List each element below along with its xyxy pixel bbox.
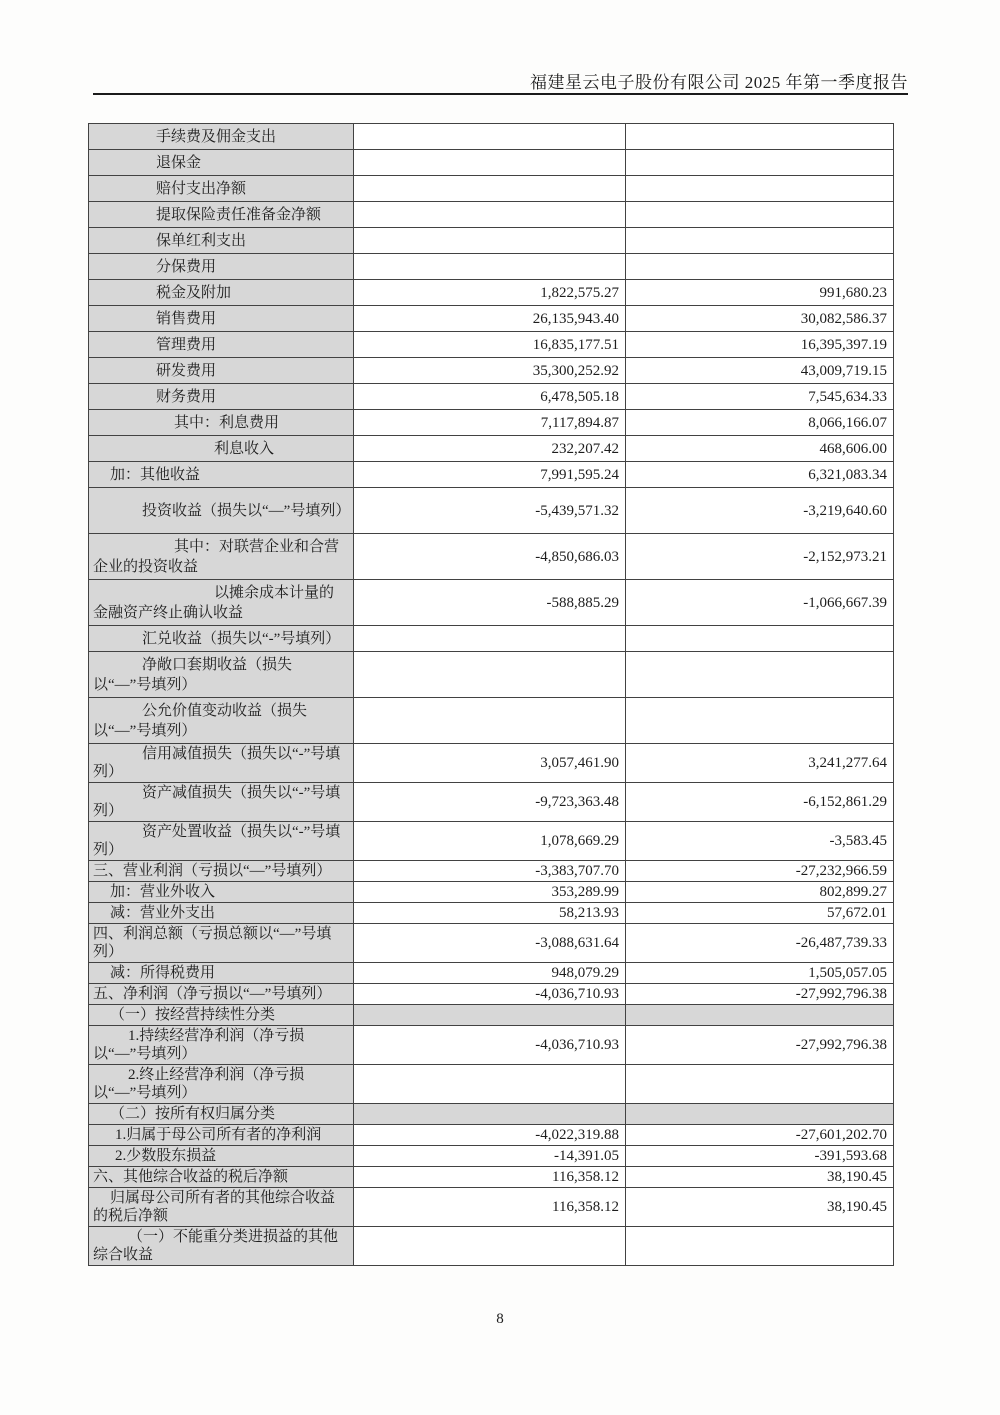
table-row	[89, 150, 894, 176]
table-row	[89, 984, 894, 1005]
table-row	[89, 124, 894, 150]
prior-period-value-cell: -6,152,861.29	[626, 783, 894, 822]
row-label-cell: 五、净利润（净亏损以“—”号填列）	[89, 984, 354, 1005]
row-label-cell: 研发费用	[89, 358, 354, 384]
prior-period-value-cell: 8,066,166.07	[626, 410, 894, 436]
prior-period-value-cell: 3,241,277.64	[626, 744, 894, 783]
page-number: 8	[496, 1311, 504, 1327]
row-label-cell: 资产减值损失（损失以“-”号填列）	[89, 783, 354, 822]
table-row	[89, 1125, 894, 1146]
current-period-value-cell	[354, 124, 626, 150]
current-period-value-cell	[354, 176, 626, 202]
prior-period-value-cell: 30,082,586.37	[626, 306, 894, 332]
current-period-value-cell	[354, 652, 626, 698]
current-period-value-cell	[354, 698, 626, 744]
table-row	[89, 580, 894, 626]
prior-period-value-cell: -1,066,667.39	[626, 580, 894, 626]
prior-period-value-cell	[626, 1065, 894, 1104]
row-label-cell: 财务费用	[89, 384, 354, 410]
current-period-value-cell: -4,036,710.93	[354, 984, 626, 1005]
current-period-value-cell: 58,213.93	[354, 903, 626, 924]
current-period-value-cell: 232,207.42	[354, 436, 626, 462]
table-row	[89, 783, 894, 822]
row-label-cell: 其中：对联营企业和合营企业的投资收益	[89, 534, 354, 580]
current-period-value-cell: 7,991,595.24	[354, 462, 626, 488]
current-period-value-cell: -4,850,686.03	[354, 534, 626, 580]
current-period-value-cell: 35,300,252.92	[354, 358, 626, 384]
income-statement-body	[89, 124, 894, 1266]
current-period-value-cell	[354, 1065, 626, 1104]
prior-period-value-cell: 38,190.45	[626, 1167, 894, 1188]
table-row	[89, 1146, 894, 1167]
row-label-cell: 利息收入	[89, 436, 354, 462]
row-label-cell: 赔付支出净额	[89, 176, 354, 202]
table-row	[89, 882, 894, 903]
current-period-value-cell	[354, 1227, 626, 1266]
table-row	[89, 1188, 894, 1227]
table-row	[89, 822, 894, 861]
row-label-cell: 2.终止经营净利润（净亏损以“—”号填列）	[89, 1065, 354, 1104]
current-period-value-cell	[354, 228, 626, 254]
row-label-cell: （一）按经营持续性分类	[89, 1005, 354, 1026]
prior-period-value-cell: -27,992,796.38	[626, 1026, 894, 1065]
table-row	[89, 254, 894, 280]
table-row	[89, 861, 894, 882]
current-period-value-cell: 353,289.99	[354, 882, 626, 903]
table-row	[89, 652, 894, 698]
table-row	[89, 410, 894, 436]
table-row	[89, 1065, 894, 1104]
row-label-cell: 减：营业外支出	[89, 903, 354, 924]
report-header-title: 福建星云电子股份有限公司 2025 年第一季度报告	[530, 73, 908, 92]
row-label-cell: 1.持续经营净利润（净亏损以“—”号填列）	[89, 1026, 354, 1065]
current-period-value-cell	[354, 202, 626, 228]
current-period-value-cell: 116,358.12	[354, 1167, 626, 1188]
current-period-value-cell: 16,835,177.51	[354, 332, 626, 358]
table-row	[89, 462, 894, 488]
row-label-cell: 以摊余成本计量的金融资产终止确认收益	[89, 580, 354, 626]
prior-period-value-cell: 991,680.23	[626, 280, 894, 306]
table-row	[89, 1026, 894, 1065]
current-period-value-cell: 7,117,894.87	[354, 410, 626, 436]
row-label-cell: 分保费用	[89, 254, 354, 280]
table-row	[89, 698, 894, 744]
current-period-value-cell: -5,439,571.32	[354, 488, 626, 534]
table-row	[89, 332, 894, 358]
prior-period-value-cell	[626, 1005, 894, 1026]
row-label-cell: 税金及附加	[89, 280, 354, 306]
current-period-value-cell: -14,391.05	[354, 1146, 626, 1167]
prior-period-value-cell	[626, 1104, 894, 1125]
current-period-value-cell: 116,358.12	[354, 1188, 626, 1227]
table-row	[89, 176, 894, 202]
current-period-value-cell: 26,135,943.40	[354, 306, 626, 332]
row-label-cell: 加：营业外收入	[89, 882, 354, 903]
row-label-cell: 2.少数股东损益	[89, 1146, 354, 1167]
table-row	[89, 488, 894, 534]
row-label-cell: 公允价值变动收益（损失以“—”号填列）	[89, 698, 354, 744]
row-label-cell: 保单红利支出	[89, 228, 354, 254]
prior-period-value-cell: -27,992,796.38	[626, 984, 894, 1005]
current-period-value-cell: 948,079.29	[354, 963, 626, 984]
prior-period-value-cell: -27,601,202.70	[626, 1125, 894, 1146]
prior-period-value-cell	[626, 176, 894, 202]
row-label-cell: 汇兑收益（损失以“-”号填列）	[89, 626, 354, 652]
current-period-value-cell: -3,088,631.64	[354, 924, 626, 963]
table-row	[89, 384, 894, 410]
row-label-cell: 信用减值损失（损失以“-”号填列）	[89, 744, 354, 783]
row-label-cell: （一）不能重分类进损益的其他综合收益	[89, 1227, 354, 1266]
income-statement-table	[88, 123, 894, 1266]
table-row	[89, 358, 894, 384]
table-row	[89, 1167, 894, 1188]
current-period-value-cell: 1,078,669.29	[354, 822, 626, 861]
table-row	[89, 1104, 894, 1125]
prior-period-value-cell: -391,593.68	[626, 1146, 894, 1167]
current-period-value-cell	[354, 1005, 626, 1026]
table-row	[89, 626, 894, 652]
prior-period-value-cell	[626, 652, 894, 698]
current-period-value-cell	[354, 1104, 626, 1125]
prior-period-value-cell	[626, 228, 894, 254]
current-period-value-cell	[354, 150, 626, 176]
prior-period-value-cell: -3,219,640.60	[626, 488, 894, 534]
row-label-cell: 加：其他收益	[89, 462, 354, 488]
row-label-cell: 投资收益（损失以“—”号填列）	[89, 488, 354, 534]
row-label-cell: 退保金	[89, 150, 354, 176]
current-period-value-cell: 3,057,461.90	[354, 744, 626, 783]
row-label-cell: 资产处置收益（损失以“-”号填列）	[89, 822, 354, 861]
row-label-cell: 销售费用	[89, 306, 354, 332]
current-period-value-cell: -588,885.29	[354, 580, 626, 626]
table-row	[89, 228, 894, 254]
current-period-value-cell: -9,723,363.48	[354, 783, 626, 822]
current-period-value-cell: 1,822,575.27	[354, 280, 626, 306]
table-row	[89, 744, 894, 783]
prior-period-value-cell: 43,009,719.15	[626, 358, 894, 384]
prior-period-value-cell: 6,321,083.34	[626, 462, 894, 488]
table-row	[89, 963, 894, 984]
prior-period-value-cell: 7,545,634.33	[626, 384, 894, 410]
row-label-cell: 手续费及佣金支出	[89, 124, 354, 150]
prior-period-value-cell	[626, 150, 894, 176]
row-label-cell: 减：所得税费用	[89, 963, 354, 984]
table-row	[89, 202, 894, 228]
current-period-value-cell: -4,022,319.88	[354, 1125, 626, 1146]
row-label-cell: 六、其他综合收益的税后净额	[89, 1167, 354, 1188]
table-row	[89, 436, 894, 462]
row-label-cell: （二）按所有权归属分类	[89, 1104, 354, 1125]
prior-period-value-cell	[626, 698, 894, 744]
current-period-value-cell	[354, 626, 626, 652]
prior-period-value-cell: 16,395,397.19	[626, 332, 894, 358]
prior-period-value-cell	[626, 124, 894, 150]
row-label-cell: 其中：利息费用	[89, 410, 354, 436]
prior-period-value-cell: 1,505,057.05	[626, 963, 894, 984]
prior-period-value-cell	[626, 626, 894, 652]
row-label-cell: 三、营业利润（亏损以“—”号填列）	[89, 861, 354, 882]
row-label-cell: 提取保险责任准备金净额	[89, 202, 354, 228]
prior-period-value-cell	[626, 202, 894, 228]
prior-period-value-cell: -26,487,739.33	[626, 924, 894, 963]
current-period-value-cell: -4,036,710.93	[354, 1026, 626, 1065]
table-row	[89, 1227, 894, 1266]
current-period-value-cell: -3,383,707.70	[354, 861, 626, 882]
prior-period-value-cell: 38,190.45	[626, 1188, 894, 1227]
table-row	[89, 924, 894, 963]
table-row	[89, 306, 894, 332]
table-row	[89, 1005, 894, 1026]
prior-period-value-cell: 57,672.01	[626, 903, 894, 924]
table-row	[89, 280, 894, 306]
prior-period-value-cell	[626, 1227, 894, 1266]
prior-period-value-cell: -27,232,966.59	[626, 861, 894, 882]
prior-period-value-cell: 802,899.27	[626, 882, 894, 903]
prior-period-value-cell	[626, 254, 894, 280]
table-row	[89, 534, 894, 580]
prior-period-value-cell: -3,583.45	[626, 822, 894, 861]
row-label-cell: 1.归属于母公司所有者的净利润	[89, 1125, 354, 1146]
current-period-value-cell	[354, 254, 626, 280]
row-label-cell: 净敞口套期收益（损失以“—”号填列）	[89, 652, 354, 698]
row-label-cell: 管理费用	[89, 332, 354, 358]
prior-period-value-cell: 468,606.00	[626, 436, 894, 462]
table-row	[89, 903, 894, 924]
row-label-cell: 四、利润总额（亏损总额以“—”号填列）	[89, 924, 354, 963]
current-period-value-cell: 6,478,505.18	[354, 384, 626, 410]
row-label-cell: 归属母公司所有者的其他综合收益的税后净额	[89, 1188, 354, 1227]
header-rule	[93, 93, 908, 95]
prior-period-value-cell: -2,152,973.21	[626, 534, 894, 580]
